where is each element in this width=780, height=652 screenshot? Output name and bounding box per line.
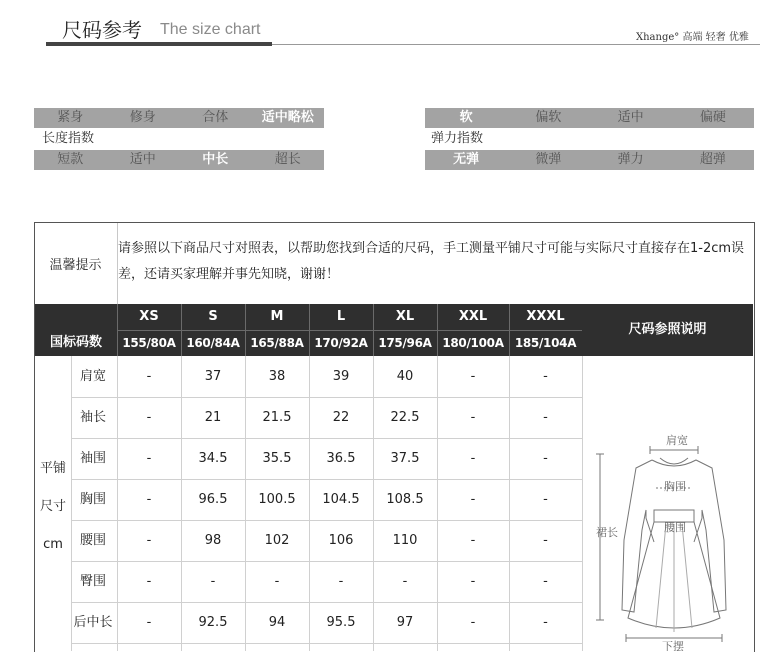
column-divider	[437, 356, 438, 651]
measurement-value: 21	[204, 410, 222, 425]
measurement-value: 92.5	[198, 615, 228, 630]
stretch-options-row	[425, 150, 754, 170]
length-options-row	[34, 150, 324, 170]
brand-tagline: Xhange° 高端 轻奢 优雅	[636, 32, 749, 43]
header-column-divider	[117, 304, 118, 356]
header-column-divider	[181, 304, 182, 356]
column-divider	[373, 356, 374, 651]
measurement-name: 袖长	[79, 410, 106, 425]
standard-size-5: 180/100A	[442, 336, 504, 350]
stretch-option-0: 无弹	[453, 152, 480, 167]
standard-size-6: 185/104A	[514, 336, 577, 350]
measurement-name: 肩宽	[79, 369, 106, 384]
softness-option-2: 适中	[617, 110, 644, 125]
measurement-value: -	[470, 451, 476, 466]
measurement-value: -	[543, 574, 548, 589]
column-divider	[582, 356, 583, 651]
measurement-value: 35.5	[262, 451, 292, 466]
measurement-value: 100.5	[258, 492, 296, 507]
measurement-value: -	[146, 369, 152, 384]
stretch-option-3: 超弹	[699, 152, 726, 167]
measurement-value: 22.5	[390, 410, 420, 425]
measurement-value: 37	[204, 369, 222, 384]
fit-options-row	[34, 108, 324, 128]
diagram-shoulder-label: 肩宽	[666, 434, 688, 447]
measurement-value: 97	[396, 615, 414, 630]
measurement-value: -	[470, 410, 476, 425]
flat-size-label-line3: cm	[43, 537, 63, 552]
size-label-xxxl: XXXL	[526, 309, 565, 324]
measurement-value: 22	[332, 410, 350, 425]
header-column-divider	[245, 304, 246, 356]
length-option-1: 适中	[129, 152, 156, 167]
column-divider	[71, 356, 72, 651]
length-option-2: 中长	[202, 152, 229, 167]
standard-size-0: 155/80A	[122, 336, 176, 350]
measurement-value: -	[470, 615, 476, 630]
measurement-value: -	[543, 533, 548, 548]
notice-label: 温馨提示	[49, 257, 102, 273]
measurement-value: 95.5	[326, 615, 356, 630]
measurement-value: -	[210, 574, 216, 589]
measurement-value: -	[146, 574, 152, 589]
notice-text: 请参照以下商品尺寸对照表，以帮助您找到合适的尺码，手工测量平铺尺寸可能与实际尺寸直接存在1-2cm误差，还请买家理解并事先知晓，谢谢！	[118, 241, 745, 282]
diagram-waist-label: 腰围	[664, 521, 686, 534]
measurement-value: -	[543, 410, 548, 425]
softness-option-0: 软	[459, 110, 473, 125]
measurement-value: 96.5	[198, 492, 228, 507]
measurement-value: -	[146, 410, 152, 425]
measurement-value: -	[146, 451, 152, 466]
measurement-name: 袖围	[79, 451, 106, 466]
measurement-name: 胸围	[79, 492, 106, 507]
column-divider	[309, 356, 310, 651]
stretch-option-1: 微弹	[535, 152, 562, 167]
measurement-value: 94	[268, 615, 286, 630]
fit-option-3: 适中略松	[261, 110, 314, 125]
measurement-value: -	[543, 492, 548, 507]
header-column-divider	[309, 304, 310, 356]
column-divider	[509, 356, 510, 651]
measurement-value: -	[543, 615, 548, 630]
measurement-value: -	[402, 574, 408, 589]
size-label-xl: XL	[395, 309, 415, 324]
flat-size-label-line2: 尺寸	[39, 499, 66, 514]
standard-size-label: 国标码数	[35, 330, 117, 356]
page-subtitle: The size chart	[160, 21, 261, 38]
elasticity-indicator	[425, 108, 754, 170]
measurement-value: 108.5	[386, 492, 424, 507]
column-divider	[181, 356, 182, 651]
measurement-value: -	[274, 574, 280, 589]
measurement-value: 40	[396, 369, 414, 384]
standard-size-4: 175/96A	[378, 336, 432, 350]
measurement-name: 腰围	[79, 533, 106, 548]
measurement-value: -	[543, 451, 548, 466]
measurement-value: 110	[392, 533, 418, 548]
stretch-option-2: 弹力	[617, 152, 644, 167]
fit-option-1: 修身	[129, 110, 156, 125]
size-label-s: S	[208, 309, 218, 324]
measurement-value: -	[470, 492, 476, 507]
measurement-value: -	[146, 533, 152, 548]
fit-option-0: 紧身	[57, 110, 84, 125]
size-label-xs: XS	[139, 309, 159, 324]
diagram-length-label: 裙长	[596, 526, 618, 539]
measurement-value: 37.5	[390, 451, 420, 466]
measurement-value: -	[146, 615, 152, 630]
measurement-value: 38	[268, 369, 286, 384]
measurement-value: -	[470, 369, 476, 384]
header-column-divider	[437, 304, 438, 356]
measurement-value: -	[146, 492, 152, 507]
fit-option-2: 合体	[202, 110, 229, 125]
measurement-value: -	[470, 574, 476, 589]
diagram-chest-label: 胸围	[664, 480, 686, 493]
title-underline	[46, 42, 272, 46]
measurement-value: 39	[332, 369, 350, 384]
flat-size-label-line1: 平铺	[39, 461, 66, 476]
size-label-xxl: XXL	[458, 309, 488, 324]
measurement-value: 102	[264, 533, 290, 548]
standard-size-1: 160/84A	[186, 336, 240, 350]
standard-size-2: 165/88A	[250, 336, 304, 350]
header-divider	[272, 44, 760, 45]
header-column-divider	[509, 304, 510, 356]
measurement-value: 34.5	[198, 451, 228, 466]
measurement-rows	[35, 356, 582, 651]
diagram-hem-label: 下摆	[662, 640, 684, 651]
length-option-0: 短款	[57, 152, 84, 167]
measurement-value: 104.5	[322, 492, 360, 507]
column-divider	[117, 356, 118, 651]
softness-option-1: 偏软	[535, 110, 562, 125]
measurement-value: 98	[204, 533, 222, 548]
measurement-name: 后中长	[73, 615, 113, 630]
dress-measurement-diagram	[586, 420, 754, 651]
measurement-value: -	[470, 533, 476, 548]
size-label-l: L	[336, 309, 346, 324]
measurement-name: 臀围	[79, 574, 106, 589]
column-divider	[245, 356, 246, 651]
elasticity-index-label: 弹力指数	[431, 131, 484, 146]
measurement-value: -	[543, 369, 548, 384]
length-index-label: 长度指数	[42, 131, 95, 146]
measurement-value: 106	[328, 533, 354, 548]
softness-option-3: 偏硬	[699, 110, 726, 125]
softness-options-row	[425, 108, 754, 128]
length-fit-indicator	[34, 108, 324, 170]
measurement-value: 21.5	[262, 410, 292, 425]
measurement-value: -	[338, 574, 344, 589]
page-title: 尺码参考	[62, 18, 142, 42]
header-column-divider	[373, 304, 374, 356]
measurement-value: 36.5	[326, 451, 356, 466]
length-option-3: 超长	[274, 152, 301, 167]
reference-header: 尺码参照说明	[628, 322, 707, 337]
size-label-m: M	[270, 309, 284, 324]
row-divider	[71, 643, 582, 644]
flat-size-label	[35, 450, 71, 564]
standard-size-3: 170/92A	[314, 336, 368, 350]
